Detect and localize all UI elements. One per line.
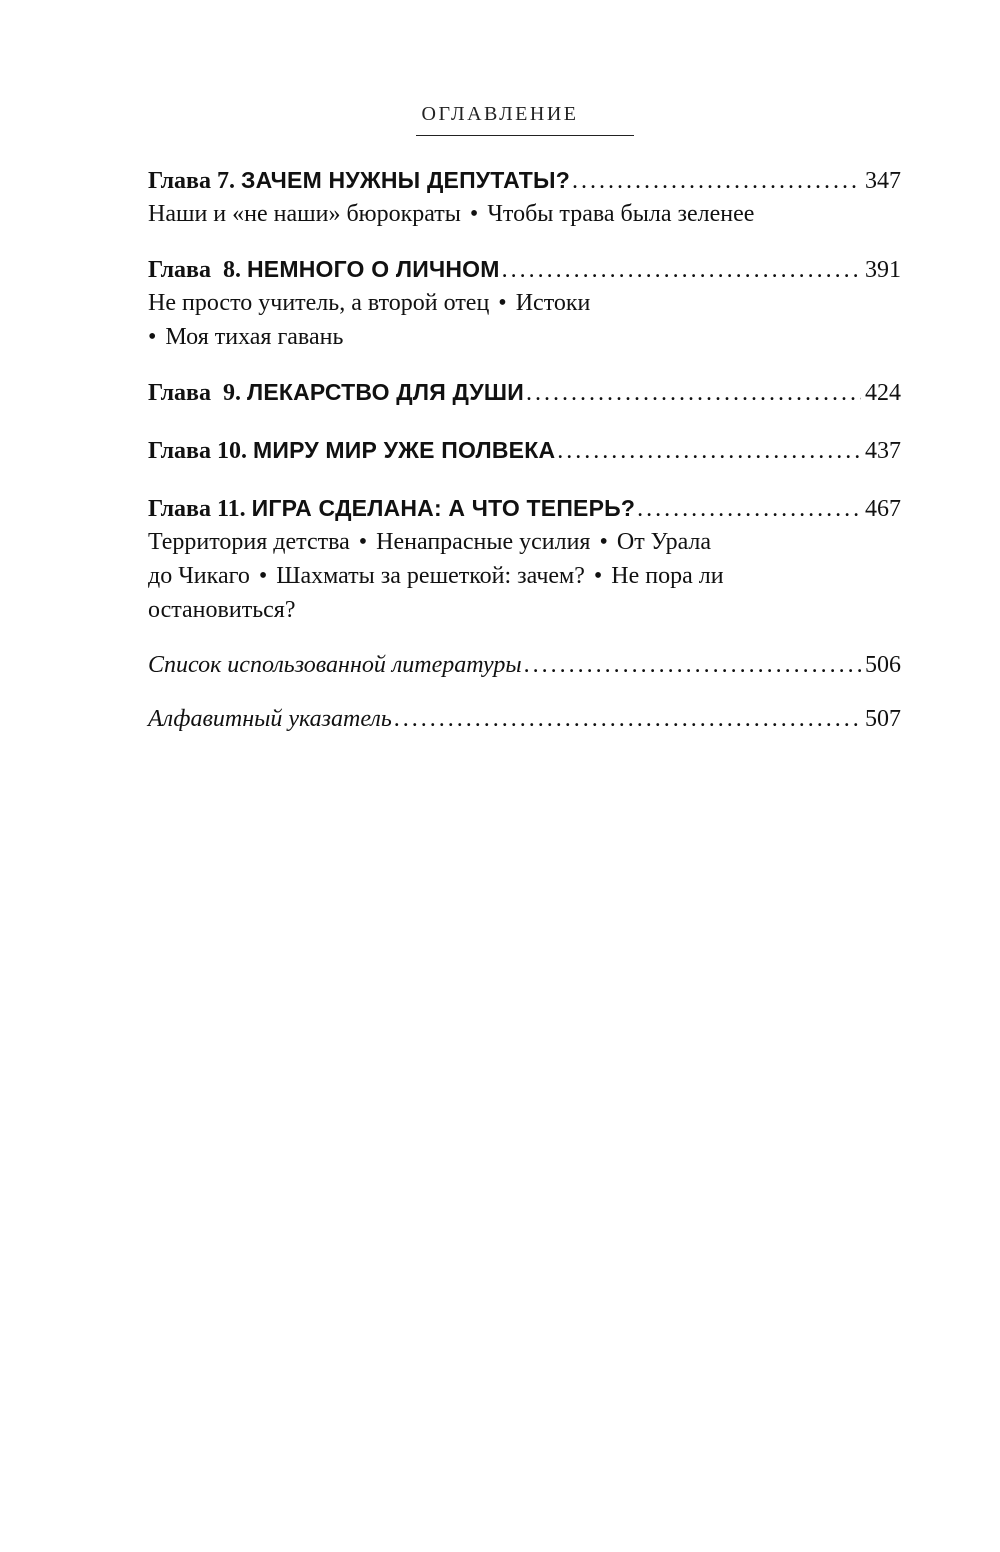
bullet-separator: • [498,290,507,316]
toc-entry-bibliography [148,645,901,685]
chapter-prefix: Глава 9. [148,380,241,406]
page-number: 506 [865,652,901,678]
chapter-prefix: Глава 11. [148,496,246,522]
chapter-prefix: Глава 8. [148,257,241,283]
chapter-label [148,488,635,529]
subsection-title: Ненапрасные усилия [376,529,591,555]
dot-leader [557,431,861,471]
subsection-line [148,559,901,593]
subsection-title: Территория детства [148,529,350,555]
toc-entry-line[interactable] [148,645,901,685]
dot-leader [524,645,861,685]
table-of-contents [148,160,901,753]
bullet-separator: • [148,324,157,350]
subsection-title: Шахматы за решеткой: зачем? [276,563,585,589]
subsection-title: От Урала [616,529,712,555]
chapter-title: МИРУ МИР УЖЕ ПОЛВЕКА [253,437,556,463]
subsection-title: Наши и «не наши» бюрократы [148,201,461,227]
bullet-separator: • [258,563,268,589]
subsection-title: Не пора ли [611,563,724,589]
subsection-title: Чтобы трава была зеленее [487,201,755,227]
chapter-prefix: Глава 10. [148,438,247,464]
toc-entry-line[interactable] [148,488,901,528]
page-number: 507 [865,706,901,732]
chapter-title: ЗАЧЕМ НУЖНЫ ДЕПУТАТЫ? [241,167,570,193]
toc-entry-index [148,699,901,739]
bullet-separator: • [358,529,368,555]
dot-leader [637,489,861,529]
toc-entry-line[interactable] [148,160,901,200]
bullet-separator: • [469,201,479,227]
toc-entry-chapter-7 [148,160,901,231]
subsection-line [148,320,901,354]
dot-leader [502,250,861,290]
subsection-title: Моя тихая гавань [165,324,344,350]
header-rule [416,135,634,136]
appendix-title: Список использованной литературы [148,652,522,678]
page-title: ОГЛАВЛЕНИЕ [421,103,579,125]
page-number: 467 [865,496,901,522]
appendix-title: Алфавитный указатель [148,706,392,732]
chapter-title: НЕМНОГО О ЛИЧНОМ [247,256,500,282]
toc-entry-chapter-10 [148,430,901,470]
toc-entry-chapter-9 [148,372,901,412]
page-number: 424 [865,380,901,406]
chapter-title: ИГРА СДЕЛАНА: А ЧТО ТЕПЕРЬ? [251,495,636,521]
dot-leader [394,699,861,739]
bullet-separator: • [593,563,603,589]
dot-leader [572,161,861,201]
subsection-line [148,286,901,320]
chapter-label [148,430,555,471]
toc-entry-line[interactable] [148,430,901,470]
toc-entry-chapter-8 [148,249,901,354]
subsection-line [148,593,901,627]
toc-entry-line[interactable] [148,699,901,739]
subsection-title: до Чикаго [148,563,250,589]
subsections [148,525,901,627]
subsection-title: Истоки [515,290,591,316]
toc-entry-line[interactable] [148,249,901,289]
dot-leader [526,373,861,413]
bullet-separator: • [599,529,608,555]
chapter-label [148,160,570,201]
subsection-line [148,525,901,559]
subsections [148,286,901,354]
toc-entry-line[interactable] [148,372,901,412]
subsection-title: остановиться? [148,597,296,623]
page-number: 347 [865,168,901,194]
chapter-title: ЛЕКАРСТВО ДЛЯ ДУШИ [247,379,524,405]
chapter-label [148,372,524,413]
page-number: 437 [865,438,901,464]
subsection-title: Не просто учитель, а второй отец [148,290,490,316]
subsection-line [148,197,901,231]
toc-entry-chapter-11 [148,488,901,627]
page-number: 391 [865,257,901,283]
chapter-prefix: Глава 7. [148,168,235,194]
chapter-label [148,249,500,290]
subsections [148,197,901,231]
